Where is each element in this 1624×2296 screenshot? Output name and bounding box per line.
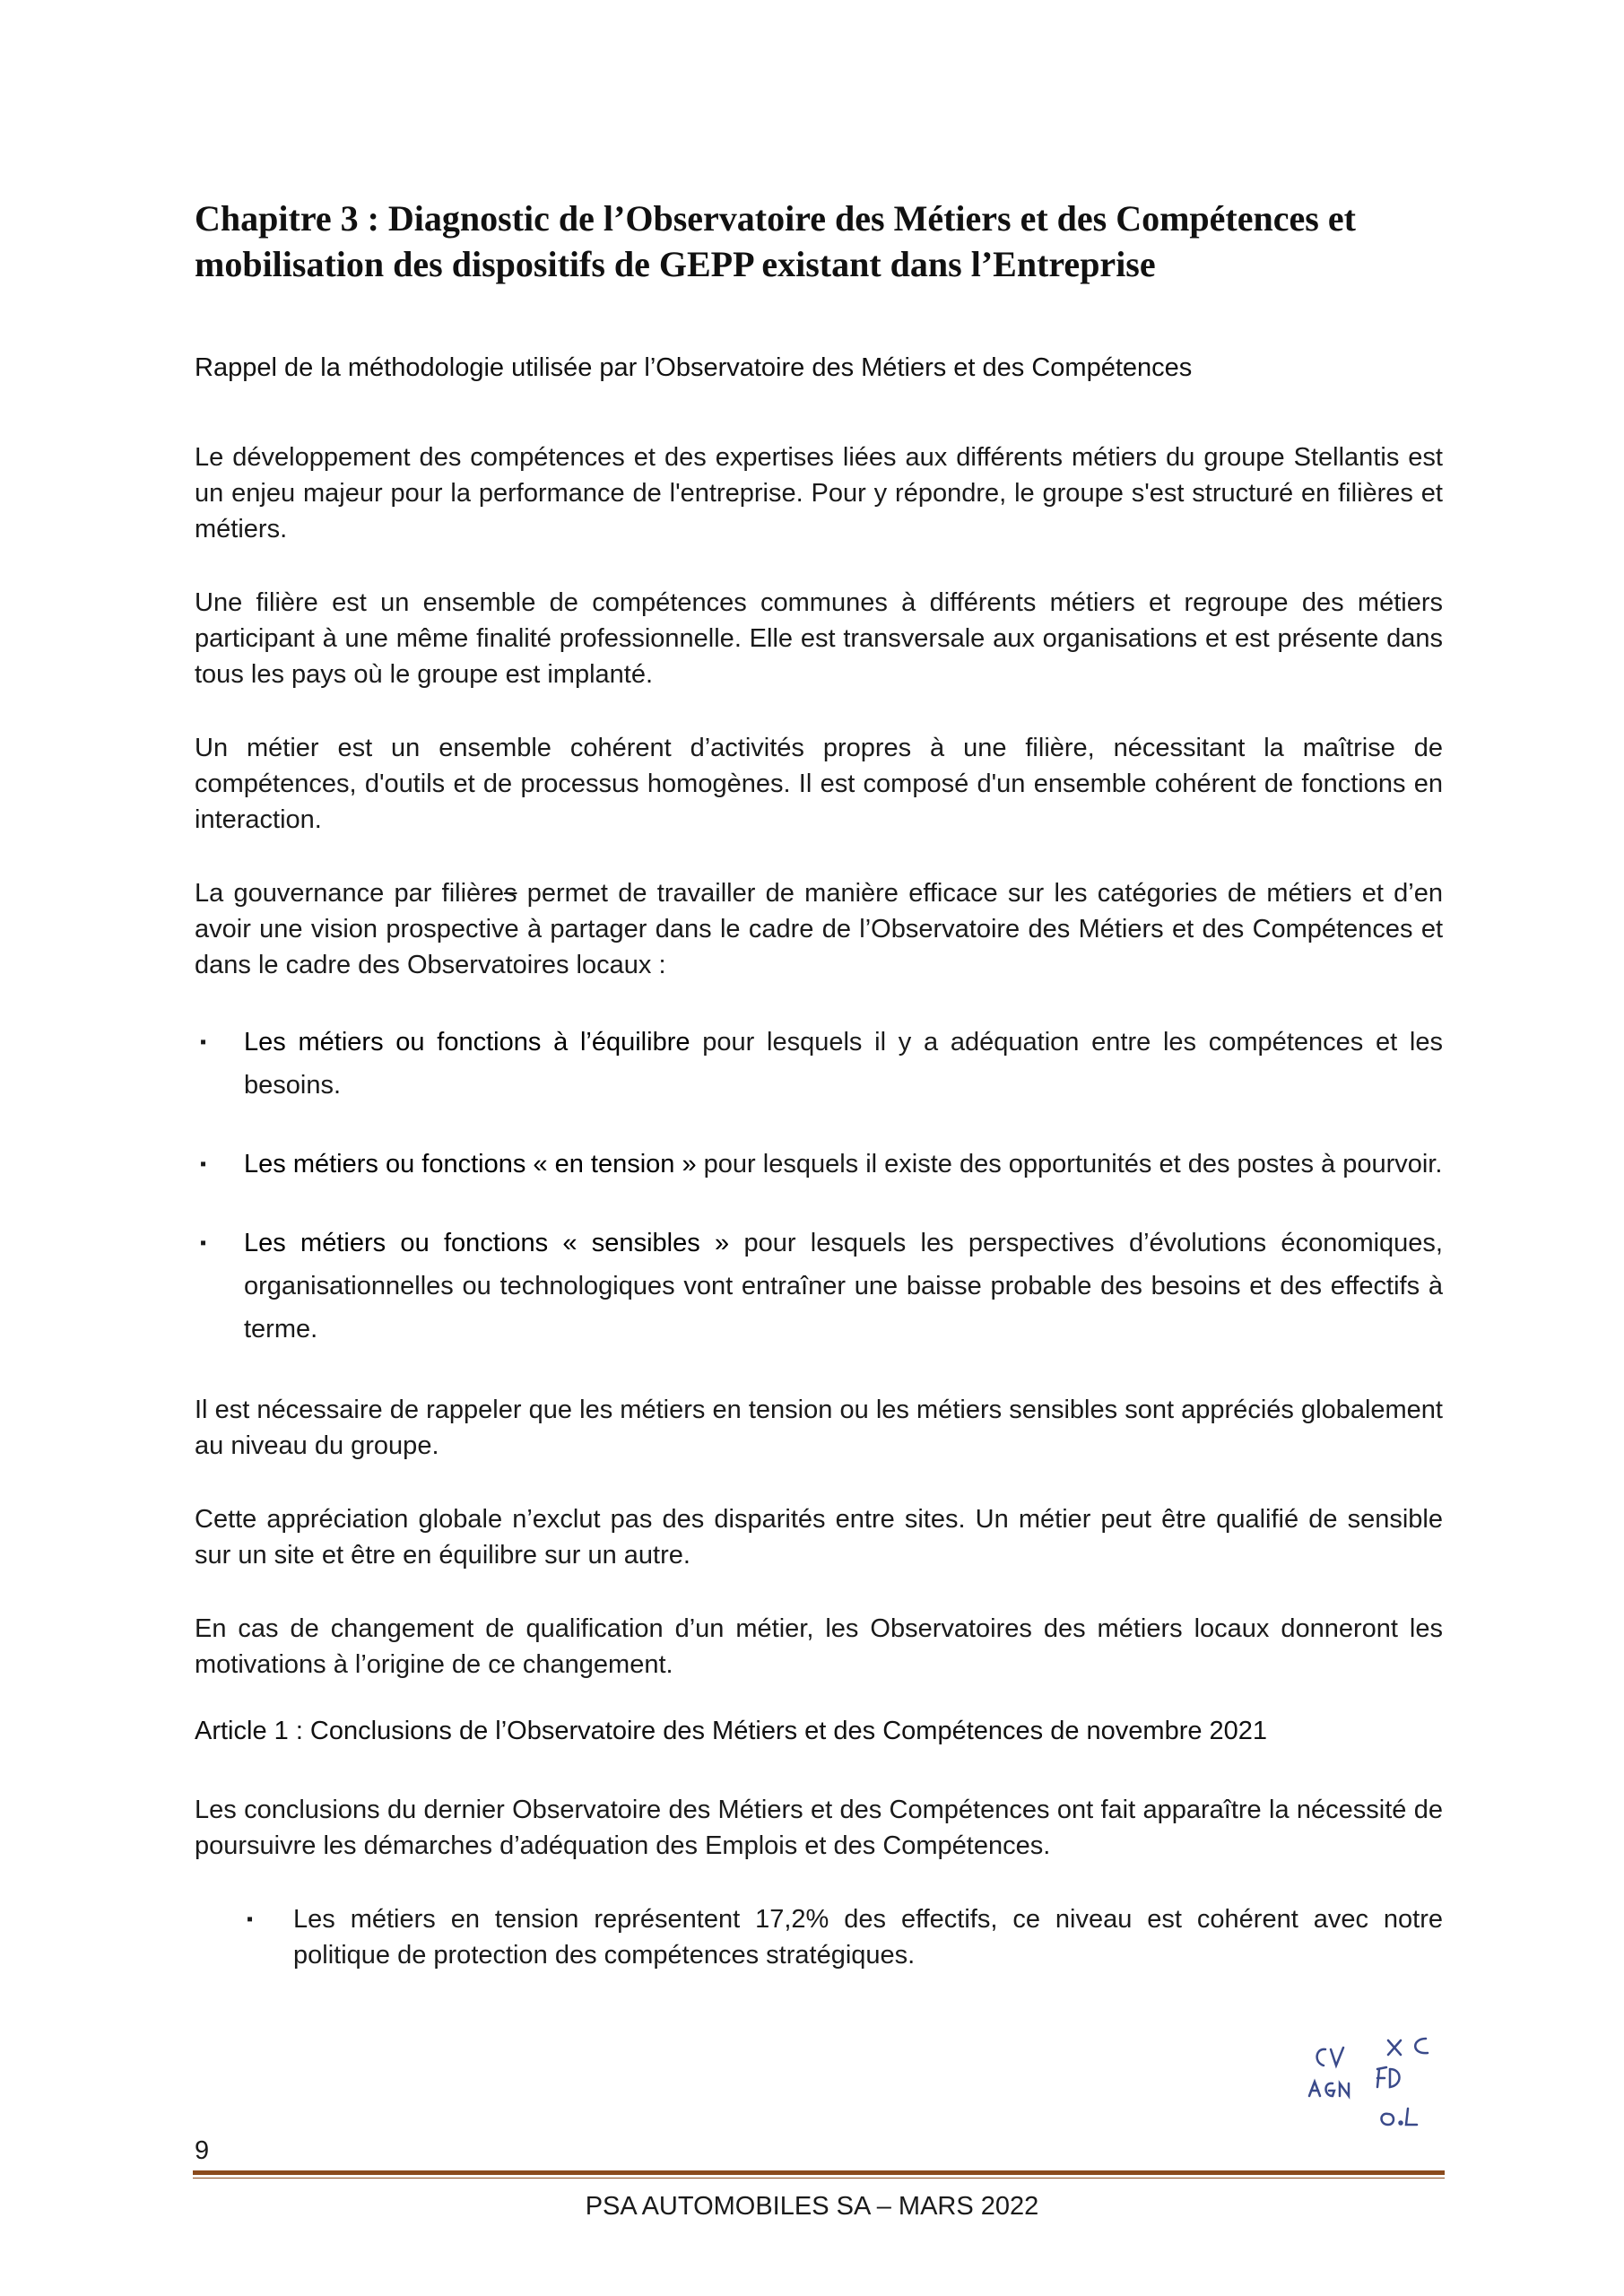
bullet-text: pour lesquels il y a adéquation entre les compétences et les besoins. [244,1028,1443,1100]
bullet-lead: Les métiers ou fonctions « en tension » [244,1150,697,1178]
page-number: 9 [195,2136,210,2165]
list-item-tension-share [247,1901,1443,1973]
page-content [195,196,1443,1973]
article-heading: Article 1 : Conclusions de l’Observatoire des Métiers et des Compétences de novembre 2021 [195,1717,1268,1745]
square-bullet-icon: ▪ [200,1233,207,1253]
bullet-lead: Les métiers ou fonctions « sensibles » [244,1229,730,1257]
metier-categories-list [195,1021,1443,1351]
list-item-tension [195,1143,1443,1186]
footer-rule [193,2170,1445,2175]
footer-text: PSA AUTOMOBILES SA – MARS 2022 [585,2192,1039,2221]
square-bullet-icon: ▪ [200,1154,207,1174]
chapter-title: Chapitre 3 : Diagnostic de l’Observatoire des Métiers et des Compétences et mobilisation des dispositifs de GEPP existant dans l’Entreprise [195,198,1356,284]
paragraph-governance [195,875,1443,983]
paragraph-group-appreciation: Il est nécessaire de rappeler que les métiers en tension ou les métiers sensibles sont appréciés globalement au niveau du groupe. [195,1396,1443,1460]
paragraph-site-disparities: Cette appréciation globale n’exclut pas des disparités entre sites. Un métier peut être qualifié de sensible sur un site et être en équilibre sur un autre. [195,1505,1443,1570]
footer-rule-thin [193,2178,1445,2179]
list-item-sensibles [195,1222,1443,1351]
paragraph-filiere: Une filière est un ensemble de compétences communes à différents métiers et regroupe des métiers participant à une même finalité professionnelle. Elle est transversale aux organisations et est présente dans tous les pays où le groupe est implanté. [195,588,1443,689]
bullet-text: pour lesquels les perspectives d’évolutions économiques, organisationnelles ou technologiques vont entraîner une baisse probable des besoins et des effectifs à terme. [244,1229,1443,1344]
bullet-lead: Les métiers ou fonctions à l’équilibre [244,1028,690,1057]
governance-text-start: La gouvernance par filière [195,879,504,908]
paragraph-metier: Un métier est un ensemble cohérent d’activités propres à une filière, nécessitant la maîtrise de compétences, d'outils et de processus homogènes. Il est composé d'un ensemble cohérent de fonctions en interaction. [195,734,1443,834]
article-bullets [195,1901,1443,1973]
governance-text-end: permet de travailler de manière efficace sur les catégories de métiers et d’en avoir une vision prospective à partager dans le cadre de l’Observatoire des Métiers et des Compétences et dans le cadre des Observatoires locaux : [195,879,1443,979]
paragraph-article-conclusions: Les conclusions du dernier Observatoire des Métiers et des Compétences ont fait apparaître la nécessité de poursuivre les démarches d’adéquation des Emplois et des Compétences. [195,1796,1443,1860]
list-item-equilibre [195,1021,1443,1107]
bullet-text: Les métiers en tension représentent 17,2% des effectifs, ce niveau est cohérent avec notre politique de protection des compétences stratégiques. [293,1905,1443,1970]
square-bullet-icon: ▪ [247,1909,254,1929]
handwritten-initials [1300,2031,1453,2139]
section-heading: Rappel de la méthodologie utilisée par l’Observatoire des Métiers et des Compétences [195,353,1193,382]
bullet-text: pour lesquels il existe des opportunités et des postes à pourvoir. [696,1150,1443,1178]
square-bullet-icon: ▪ [200,1032,207,1052]
governance-struck-letter: s [503,879,517,908]
paragraph-qualification-change: En cas de changement de qualification d’un métier, les Observatoires des métiers locaux donneront les motivations à l’origine de ce changement. [195,1614,1443,1679]
paragraph-development: Le développement des compétences et des expertises liées aux différents métiers du groupe Stellantis est un enjeu majeur pour la performance de l'entreprise. Pour y répondre, le groupe s'est structuré en filières et métiers. [195,443,1443,544]
